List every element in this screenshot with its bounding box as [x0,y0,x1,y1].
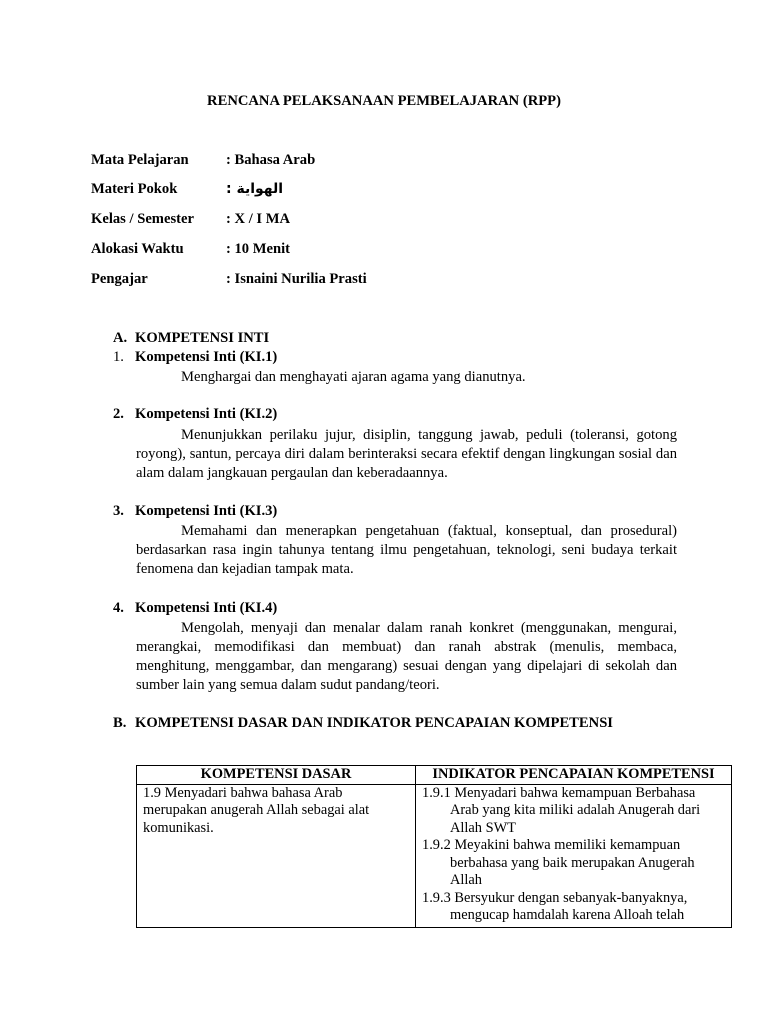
meta-value: : Isnaini Nurilia Prasti [226,271,367,287]
section-title: KOMPETENSI INTI [135,330,270,346]
ki-text: Mengolah, menyaji dan menalar dalam ranah konkret (menggunakan, mengurai, merangkai, memodifikasi dan membuat) dan ranah abstrak (menulis, membaca, menghitung, menggambar, dan mengarang) sesuai dengan yang dipelajari di sekolah dan sumber lain yang semua dalam sudut pandang/teori. [136,620,677,693]
section-b-heading [113,715,613,732]
section-letter: A. [113,330,128,346]
table-row [137,784,732,927]
table-header-kd: KOMPETENSI DASAR [137,766,416,785]
ki-title: Kompetensi Inti (KI.3) [135,503,278,519]
ki-paragraph-3 [136,522,677,579]
table-header-indicator: INDIKATOR PENCAPAIAN KOMPETENSI [416,766,732,785]
meta-value: : Bahasa Arab [226,152,316,168]
meta-label: Materi Pokok [91,181,178,197]
ki-title: Kompetensi Inti (KI.2) [135,406,278,422]
ki-paragraph-4 [136,619,677,695]
meta-label: Pengajar [91,271,148,287]
ki-text: Menunjukkan perilaku jujur, disiplin, tanggung jawab, peduli (toleransi, gotong royong), santun, percaya diri dalam berinteraksi secara efektif dengan lingkungan sosial dan alam dalam jangkauan pergaulan dan keberadaannya. [136,427,677,481]
section-letter: B. [113,715,127,731]
ki-paragraph-1 [136,368,677,387]
ki-paragraph-2 [136,426,677,483]
ki-text: Menghargai dan menghayati ajaran agama yang dianutnya. [181,369,526,385]
ki-heading-1 [113,349,277,366]
ki-text: Memahami dan menerapkan pengetahuan (faktual, konseptual, dan prosedural) berdasarkan rasa ingin tahunya tentang ilmu pengetahuan, teknologi, seni budaya terkait fenomena dan kejadian tampak mata. [136,523,677,577]
ki-heading-2 [113,406,277,423]
kd-cell [137,784,416,927]
indicator-item: 1.9.2 Meyakini bahwa memiliki kemampuan berbahasa yang baik merupakan Anugerah Allah [422,837,695,888]
ki-number: 4. [113,600,124,616]
ki-number: 2. [113,406,124,422]
ki-number: 3. [113,503,124,519]
meta-value: : X / I MA [226,211,291,227]
ki-title: Kompetensi Inti (KI.1) [135,349,278,365]
kd-text: 1.9 Menyadari bahwa bahasa Arab merupakan anugerah Allah sebagai alat komunikasi. [143,784,370,836]
meta-label: Kelas / Semester [91,211,194,227]
indicator-list [422,785,725,927]
ki-heading-3 [113,503,277,520]
indicator-item: 1.9.3 Bersyukur dengan sebanyak-banyaknya, mengucap hamdalah karena Alloah telah [422,889,688,923]
indicator-cell [416,784,732,927]
meta-label: Alokasi Waktu [91,241,184,257]
meta-value: : الهواية [226,181,284,197]
table-header-row [137,766,732,785]
section-a-heading [113,330,269,347]
ki-heading-4 [113,600,277,617]
competency-table [136,765,732,928]
ki-title: Kompetensi Inti (KI.4) [135,600,278,616]
ki-number: 1. [113,349,124,365]
indicator-item: 1.9.1 Menyadari bahwa kemampuan Berbahasa Arab yang kita miliki adalah Anugerah dari Allah SWT [422,784,701,836]
meta-label: Mata Pelajaran [91,152,189,168]
section-title: KOMPETENSI DASAR DAN INDIKATOR PENCAPAIAN KOMPETENSI [135,715,613,731]
meta-value: : 10 Menit [226,241,291,257]
document-title: RENCANA PELAKSANAAN PEMBELAJARAN (RPP) [207,93,561,109]
